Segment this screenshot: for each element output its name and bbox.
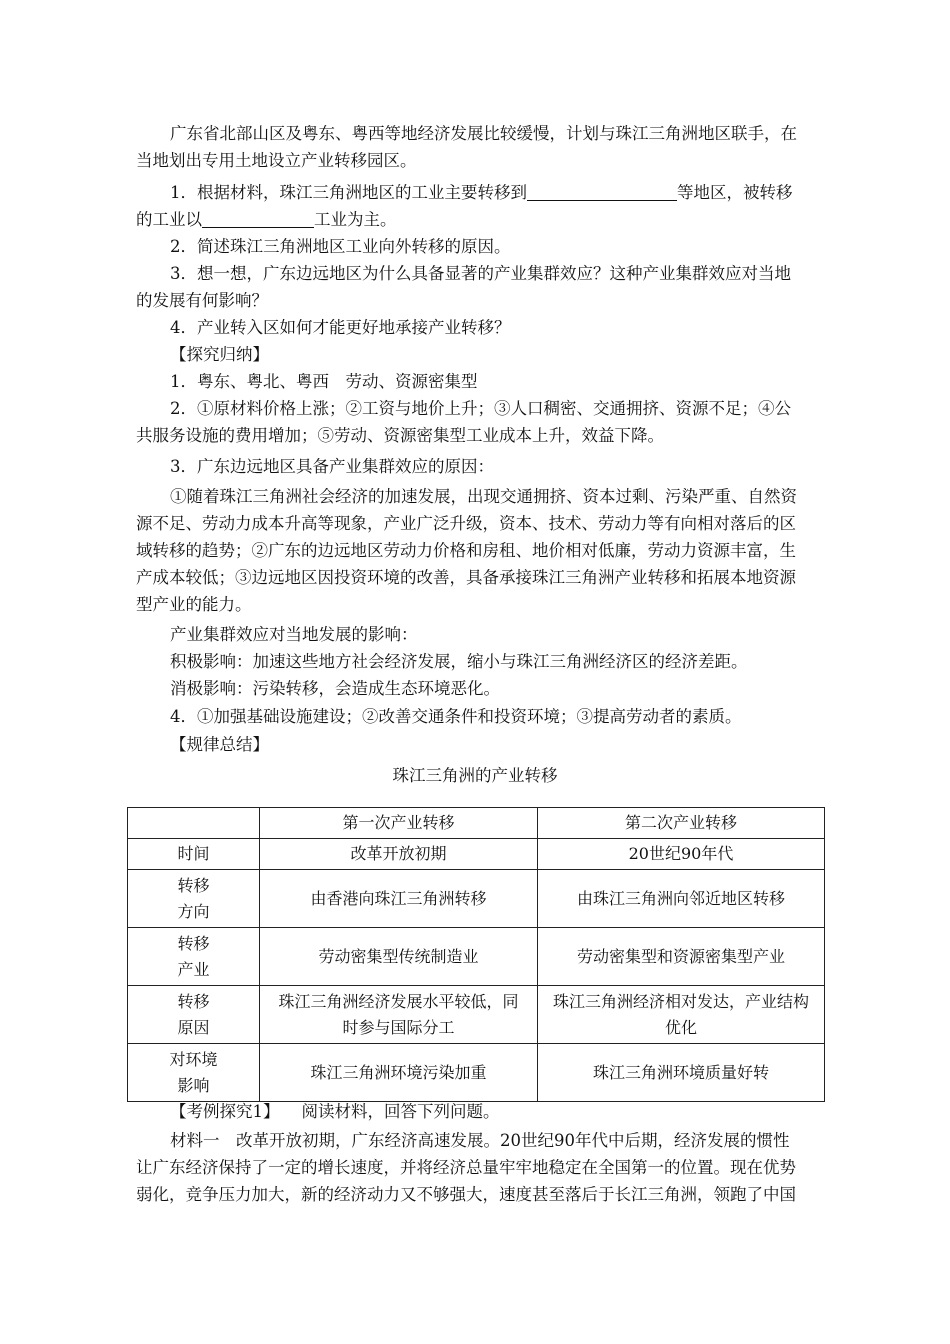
answer-2-line-2: 共服务设施的费用增加；⑤劳动、资源密集型工业成本上升，效益下降。	[136, 426, 664, 445]
table-header-row	[128, 808, 825, 839]
table-cell: 20世纪90年代	[538, 839, 825, 870]
question-1-text-b: 等地区，被转移	[677, 183, 793, 202]
table-cell: 改革开放初期	[260, 839, 538, 870]
question-1-text-c: 的工业以	[136, 210, 202, 229]
example-prompt: 阅读材料，回答下列问题。	[301, 1102, 500, 1121]
question-3-line-2: 的发展有何影响？	[136, 291, 268, 310]
table-header-cell: 第二次产业转移	[538, 808, 825, 839]
question-1-line-1	[170, 183, 793, 203]
summary-heading: 【规律总结】	[170, 735, 269, 754]
answer-1: 1．粤东、粤北、粤西 劳动、资源密集型	[170, 372, 478, 391]
intro-line-1: 广东省北部山区及粤东、粤西等地经济发展比较缓慢，计划与珠江三角洲地区联手，在	[170, 124, 797, 143]
table-header-cell: 第一次产业转移	[260, 808, 538, 839]
material-line-2: 让广东经济保持了一定的增长速度，并将经济总量牢牢地稳定在全国第一的位置。现在优势	[136, 1158, 796, 1177]
impact-heading: 产业集群效应对当地发展的影响：	[170, 625, 418, 644]
table-row-label-text: 转移原因	[177, 991, 210, 1037]
table-row	[128, 928, 825, 986]
answer-3-line-3: 域转移的趋势；②广东的边远地区劳动力价格和房租、地价相对低廉，劳动力资源丰富，生	[136, 541, 796, 560]
intro-line-2: 当地划出专用土地设立产业转移园区。	[136, 151, 417, 170]
table-row-label-text: 转移方向	[177, 875, 210, 921]
question-1-line-2	[136, 210, 397, 230]
positive-impact: 积极影响：加速这些地方社会经济发展，缩小与珠江三角洲经济区的经济差距。	[170, 652, 748, 671]
induction-heading: 【探究归纳】	[170, 345, 269, 364]
table-row	[128, 1044, 825, 1102]
answer-blank-2[interactable]	[202, 211, 314, 228]
example-heading: 【考例探究1】	[170, 1102, 280, 1121]
table-row-label-text: 对环境影响	[169, 1049, 218, 1095]
question-4: 4．产业转入区如何才能更好地承接产业转移？	[170, 318, 511, 337]
transfer-table	[127, 807, 825, 1102]
answer-3-line-4: 产成本较低；③边远地区因投资环境的改善，具备承接珠江三角洲产业转移和拓展本地资源	[136, 568, 796, 587]
table-row	[128, 870, 825, 928]
table-cell-text: 珠江三角洲经济相对发达，产业结构优化	[553, 991, 810, 1037]
table-cell-text: 珠江三角洲经济发展水平较低，同时参与国际分工	[278, 991, 519, 1037]
answer-4: 4．①加强基础设施建设；②改善交通条件和投资环境；③提高劳动者的素质。	[170, 707, 742, 726]
table-row-label	[128, 928, 260, 986]
table-cell: 珠江三角洲环境质量好转	[538, 1044, 825, 1102]
question-3-line-1: 3．想一想，广东边远地区为什么具备显著的产业集群效应？这种产业集群效应对当地	[170, 264, 791, 283]
table-cell: 珠江三角洲环境污染加重	[260, 1044, 538, 1102]
table-row-label	[128, 986, 260, 1044]
table-row	[128, 839, 825, 870]
table-cell	[260, 986, 538, 1044]
question-1-text-a: 1．根据材料，珠江三角洲地区的工业主要转移到	[170, 183, 527, 202]
material-line-3: 弱化，竞争压力加大，新的经济动力又不够强大，速度甚至落后于长江三角洲，领跑了中国	[136, 1185, 796, 1204]
table-row-label	[128, 1044, 260, 1102]
answer-3-intro: 3．广东边远地区具备产业集群效应的原因：	[170, 457, 494, 476]
table-cell: 由珠江三角洲向邻近地区转移	[538, 870, 825, 928]
answer-blank-1[interactable]	[527, 184, 677, 201]
example-heading-line	[170, 1102, 500, 1122]
table-cell: 劳动密集型传统制造业	[260, 928, 538, 986]
answer-3-line-2: 源不足、劳动力成本升高等现象，产业广泛升级，资本、技术、劳动力等有向相对落后的区	[136, 514, 796, 533]
table-cell: 由香港向珠江三角洲转移	[260, 870, 538, 928]
question-1-text-d: 工业为主。	[314, 210, 397, 229]
question-2: 2．简述珠江三角洲地区工业向外转移的原因。	[170, 237, 511, 256]
answer-3-line-1: ①随着珠江三角洲社会经济的加速发展，出现交通拥挤、资本过剩、污染严重、自然资	[170, 487, 797, 506]
table-row-label: 时间	[128, 839, 260, 870]
negative-impact: 消极影响：污染转移，会造成生态环境恶化。	[170, 679, 500, 698]
answer-3-line-5: 型产业的能力。	[136, 595, 252, 614]
table-title: 珠江三角洲的产业转移	[392, 766, 558, 785]
table-cell: 劳动密集型和资源密集型产业	[538, 928, 825, 986]
table-row-label	[128, 870, 260, 928]
table-header-cell-empty	[128, 808, 260, 839]
table-cell	[538, 986, 825, 1044]
table-row-label-text: 转移产业	[177, 933, 210, 979]
table-row	[128, 986, 825, 1044]
answer-2-line-1: 2．①原材料价格上涨；②工资与地价上升；③人口稠密、交通拥挤、资源不足；④公	[170, 399, 791, 418]
material-line-1: 材料一 改革开放初期，广东经济高速发展。20世纪90年代中后期，经济发展的惯性	[170, 1131, 790, 1150]
